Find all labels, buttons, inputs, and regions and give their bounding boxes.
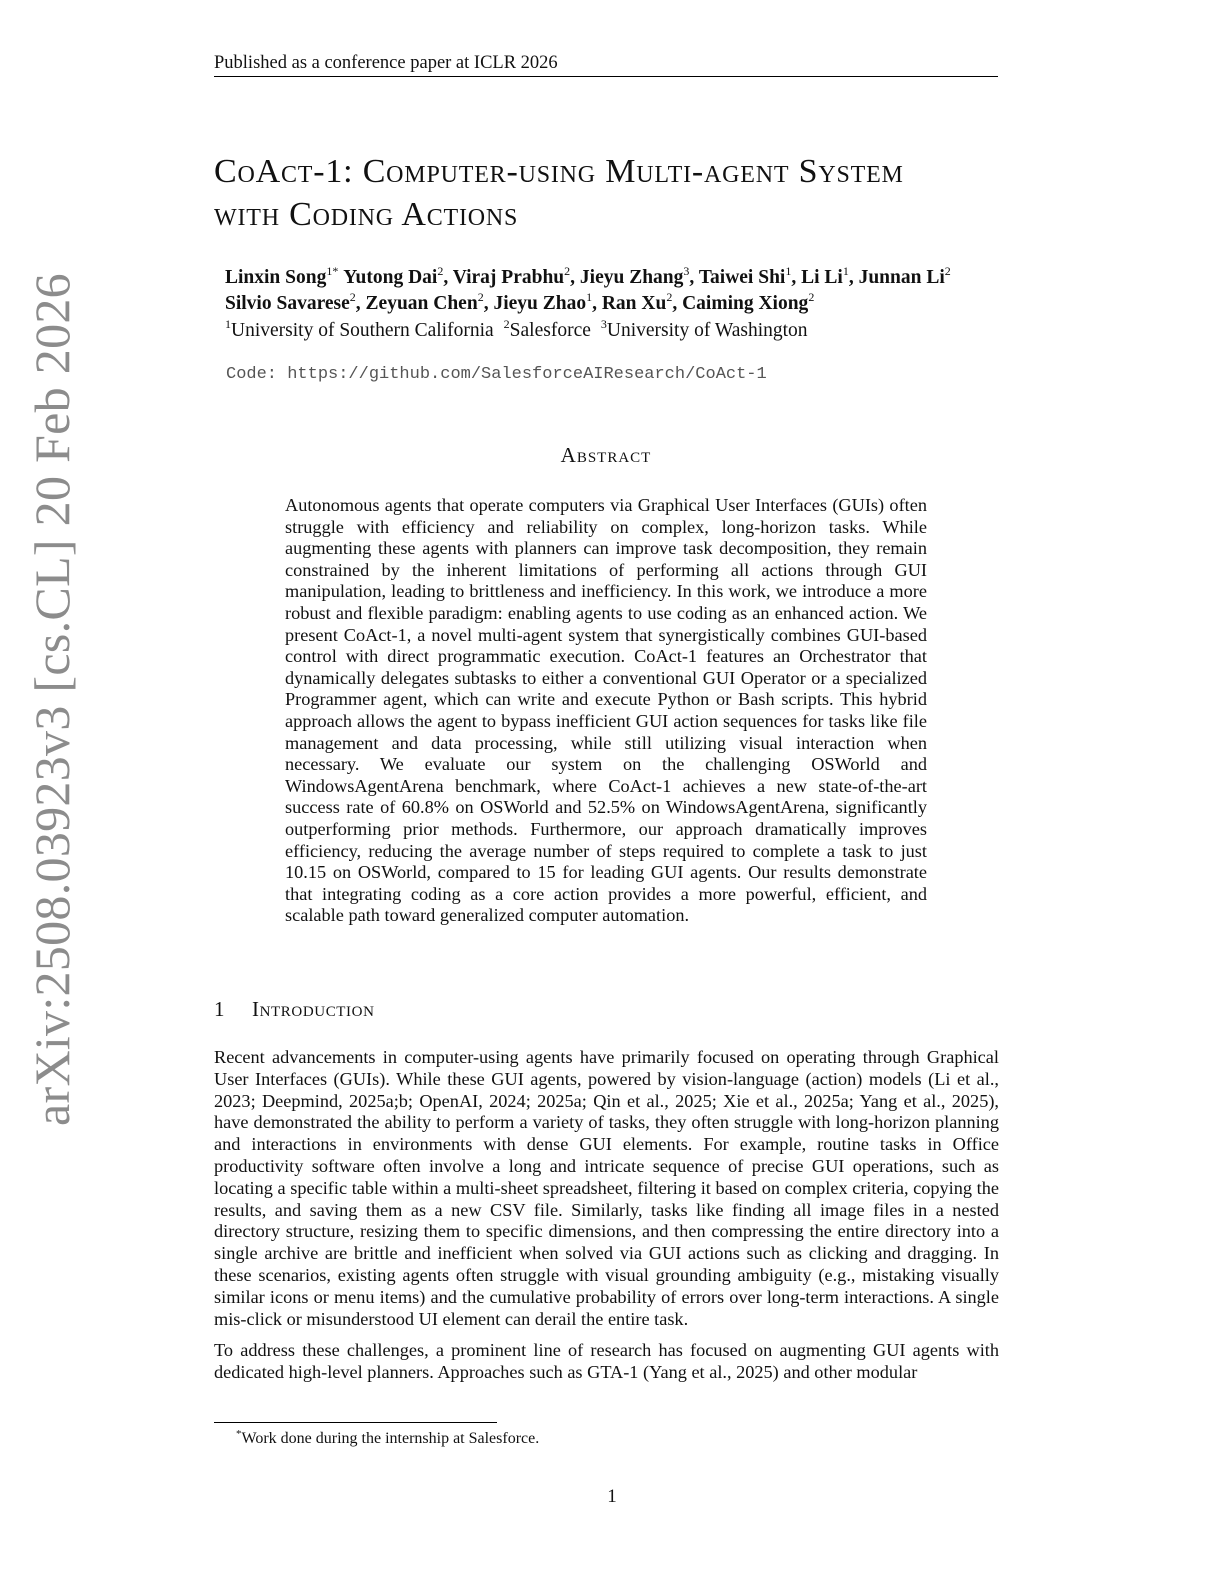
affiliation-mark: 2: [503, 317, 510, 331]
footnote: [236, 1430, 539, 1448]
author-name: Caiming Xiong: [682, 293, 809, 314]
author-name: Jieyu Zhao: [493, 293, 587, 314]
author-name: Silvio Savarese: [225, 293, 350, 314]
author-affiliation-mark: 1*: [326, 264, 339, 278]
footnote-text: Work done during the internship at Salesforce.: [241, 1430, 540, 1447]
body-text: [214, 1047, 999, 1394]
author-name: Li Li: [801, 267, 843, 288]
section-number: 1: [214, 997, 226, 1021]
paragraph: Recent advancements in computer-using agents have primarily focused on operating through Graphical User Interfaces (GUIs). While these GUI agents, powered by vision-language (action) models (Li et al., 2023; Deepmind, 2025a;b; OpenAI, 2024; 2025a; Qin et al., 2025; Xie et al., 2025a; Yang et al., 2025), have demonstrated the ability to perform a variety of tasks, they often struggle with long-horizon planning and interactions in environments with dense GUI elements. For example, routine tasks in Office productivity software often involve a long and intricate sequence of precise GUI operations, such as locating a specific table within a multi-sheet spreadsheet, filtering it based on complex criteria, copying the results, and saving them as a new CSV file. Similarly, tasks like finding all image files in a nested directory structure, resizing them to specific dimensions, and then compressing the entire directory into a single archive are brittle and inefficient when solved via GUI actions such as clicking and dragging. In these scenarios, existing agents often struggle with visual grounding ambiguity (e.g., mistaking visually similar icons or menu items) and the cumulative probability of errors over long-term interactions. A single mis-click or misunderstood UI element can derail the entire task.: [214, 1047, 999, 1329]
author-name: Ran Xu: [601, 293, 667, 314]
author-name: Yutong Dai: [343, 267, 438, 288]
author-affiliation-mark: 1: [586, 290, 593, 304]
affiliation-name: University of Southern California: [231, 320, 494, 341]
author-affiliation-mark: 2: [477, 290, 484, 304]
author-affiliation-mark: 2: [944, 264, 951, 278]
section-title: Introduction: [252, 997, 375, 1021]
author-affiliation-mark: 2: [564, 264, 571, 278]
author-line-2: Silvio Savarese$^2$, Zeyuan Chen$^2$, Jieyu Zhao$^1$, Ran Xu$^2$, Caiming Xiong$^2$: [225, 290, 815, 314]
affiliation: [600, 317, 808, 341]
author-line-1: Linxin Song$^{1*}$ Yutong Dai$^2$, Viraj Prabhu$^2$, Jieyu Zhang$^3$, Taiwei Shi$^1$, Li Li$^1$, Junnan Li$^2$: [225, 264, 951, 288]
page-number: 1: [607, 1486, 617, 1507]
paragraph: To address these challenges, a prominent line of research has focused on augmenting GUI agents with dedicated high-level planners. Approaches such as GTA-1 (Yang et al., 2025) and other modular: [214, 1340, 999, 1383]
running-header: Published as a conference paper at ICLR 2026: [214, 52, 998, 77]
code-label: Code:: [226, 365, 278, 384]
author-name: Zeyuan Chen: [365, 293, 478, 314]
affiliation-name: Salesforce: [509, 320, 591, 341]
affiliation: [225, 317, 494, 341]
code-link: [226, 365, 767, 384]
paper-title-line-2: with Coding Actions: [214, 196, 519, 233]
author-affiliation-mark: 2: [666, 290, 673, 304]
footnote-mark: *: [236, 1428, 242, 1440]
affiliation: [503, 317, 591, 341]
footnote-rule: [214, 1422, 497, 1423]
code-url[interactable]: https://github.com/SalesforceAIResearch/CoAct-1: [287, 365, 767, 384]
affiliation-mark: 1: [225, 317, 231, 331]
affiliation-mark: 3: [600, 317, 607, 331]
author-affiliation-mark: 3: [683, 264, 690, 278]
affiliation-name: University of Washington: [606, 320, 808, 341]
author-affiliation-mark: 1: [842, 264, 849, 278]
section-heading: [214, 997, 375, 1022]
abstract-text: Autonomous agents that operate computers via Graphical User Interfaces (GUIs) often struggle with efficiency and reliability on complex, long-horizon tasks. While augmenting these agents with planners can improve task decomposition, they remain constrained by the inherent limitations of performing all actions through GUI manipulation, leading to brittleness and inefficiency. In this work, we introduce a more robust and flexible paradigm: enabling agents to use coding as an enhanced action. We present CoAct-1, a novel multi-agent system that synergistically combines GUI-based control with direct programmatic execution. CoAct-1 features an Orchestrator that dynamically delegates subtasks to either a conventional GUI Operator or a specialized Programmer agent, which can write and execute Python or Bash scripts. This hybrid approach allows the agent to bypass inefficient GUI action sequences for tasks like file management and data processing, while still utilizing visual interaction when necessary. We evaluate our system on the challenging OSWorld and WindowsAgentArena benchmark, where CoAct-1 achieves a new state-of-the-art success rate of 60.8% on OSWorld and 52.5% on WindowsAgentArena, significantly outperforming prior methods. Furthermore, our approach dramatically improves efficiency, reducing the average number of steps required to complete a task to just 10.15 on OSWorld, compared to 15 for leading GUI agents. Our results demonstrate that integrating coding as a core action provides a more powerful, efficient, and scalable path toward generalized computer automation.: [285, 495, 927, 926]
author-name: Taiwei Shi: [698, 267, 786, 288]
author-affiliation-mark: 1: [785, 264, 792, 278]
author-name: Jieyu Zhang: [579, 267, 684, 288]
author-name: Junnan Li: [858, 267, 945, 288]
paper-title: [214, 150, 1014, 236]
author-name: Viraj Prabhu: [452, 267, 565, 288]
affiliations: [225, 318, 1005, 344]
paper-title-line-1: CoAct-1: Computer-using Multi-agent System: [214, 153, 904, 190]
author-list: [225, 265, 1005, 317]
author-affiliation-mark: 2: [349, 290, 356, 304]
author-name: Linxin Song: [225, 267, 327, 288]
author-affiliation-mark: 2: [808, 290, 815, 304]
author-affiliation-mark: 2: [437, 264, 444, 278]
abstract-heading: Abstract: [560, 443, 652, 467]
arxiv-stamp: arXiv:2508.03923v3 [cs.CL] 20 Feb 2026: [24, 273, 80, 1126]
